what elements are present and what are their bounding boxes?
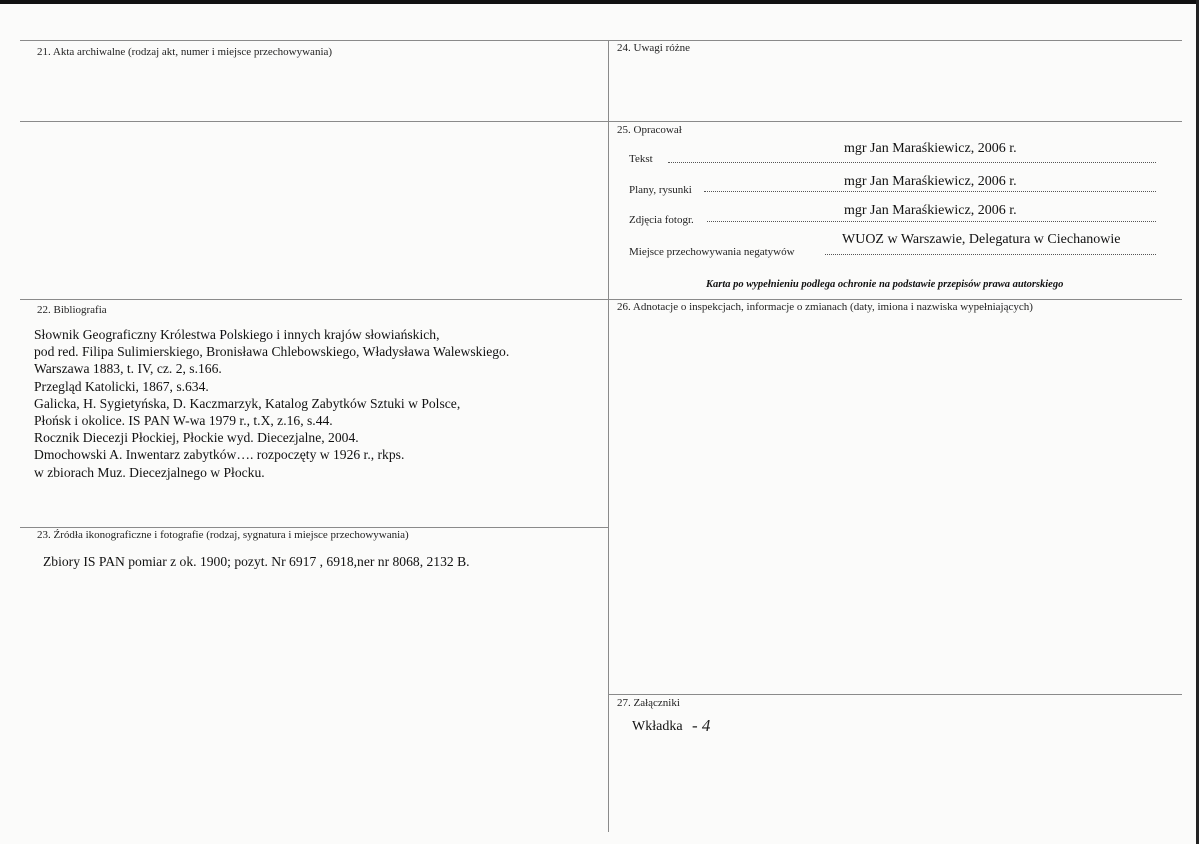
bibliography-line: Warszawa 1883, t. IV, cz. 2, s.166. — [34, 361, 222, 377]
bibliography-list — [34, 326, 509, 481]
section-27-header: 27. Załączniki — [617, 697, 680, 709]
author-plans-label: Plany, rysunki — [629, 184, 692, 196]
rule-right-27-top — [608, 694, 1182, 695]
rule-left-23-top — [20, 527, 609, 528]
author-photos-label: Zdjęcia fotogr. — [629, 214, 694, 226]
copyright-notice: Karta po wypełnieniu podlega ochronie na podstawie przepisów prawa autorskiego — [706, 279, 1064, 290]
author-photos-value: mgr Jan Maraśkiewicz, 2006 r. — [844, 203, 1017, 218]
author-text-value: mgr Jan Maraśkiewicz, 2006 r. — [844, 141, 1017, 156]
bibliography-line: w zbiorach Muz. Diecezjalnego w Płocku. — [34, 464, 265, 480]
negatives-storage-label: Miejsce przechowywania negatywów — [629, 246, 795, 258]
bibliography-line: Rocznik Diecezji Płockiej, Płockie wyd. Diecezjalne, 2004. — [34, 430, 359, 446]
author-text-leader — [668, 162, 1156, 163]
attachments-value: Wkładka — [632, 719, 683, 734]
section-23-header: 23. Źródła ikonograficzne i fotografie (rodzaj, sygnatura i miejsce przechowywania) — [37, 529, 409, 541]
bibliography-line: Dmochowski A. Inwentarz zabytków…. rozpoczęty w 1926 r., rkps. — [34, 447, 405, 463]
bibliography-line: Płońsk i okolice. IS PAN W-wa 1979 r., t.X, z.16, s.44. — [34, 413, 333, 429]
iconographic-sources-value: Zbiory IS PAN pomiar z ok. 1900; pozyt. Nr 6917 , 6918,ner nr 8068, 2132 B. — [43, 554, 470, 569]
author-plans-leader — [704, 191, 1156, 192]
negatives-storage-leader — [825, 254, 1156, 255]
rule-left-22-top — [20, 299, 609, 300]
bibliography-line: Słownik Geograficzny Królestwa Polskiego i innych krajów słowiańskich, — [34, 327, 440, 342]
attachments-handwritten-count: - 4 — [692, 716, 711, 735]
bibliography-line: Galicka, H. Sygietyńska, D. Kaczmarzyk, Katalog Zabytków Sztuki w Polsce, — [34, 395, 461, 411]
section-21-header: 21. Akta archiwalne (rodzaj akt, numer i miejsce przechowywania) — [37, 46, 333, 58]
center-divider — [608, 40, 609, 832]
section-22-header: 22. Bibliografia — [37, 304, 107, 316]
negatives-storage-value: WUOZ w Warszawie, Delegatura w Ciechanowie — [842, 232, 1121, 247]
rule-left-21-bottom — [20, 121, 609, 122]
scan-edge-top — [0, 0, 1199, 4]
top-rule — [20, 40, 1182, 41]
section-26-header: 26. Adnotacje o inspekcjach, informacje o zmianach (daty, imiona i nazwiska wypełniających) — [617, 301, 1033, 313]
author-plans-value: mgr Jan Maraśkiewicz, 2006 r. — [844, 174, 1017, 189]
section-25-header: 25. Opracował — [617, 124, 682, 136]
section-24-header: 24. Uwagi różne — [617, 42, 691, 54]
author-text-label: Tekst — [629, 153, 653, 165]
rule-right-26-top — [608, 299, 1182, 300]
rule-right-24-bottom — [608, 121, 1182, 122]
author-photos-leader — [707, 221, 1156, 222]
bibliography-line: Przegląd Katolicki, 1867, s.634. — [34, 378, 209, 394]
bibliography-line: pod red. Filipa Sulimierskiego, Bronisława Chlebowskiego, Władysława Walewskiego. — [34, 344, 510, 360]
